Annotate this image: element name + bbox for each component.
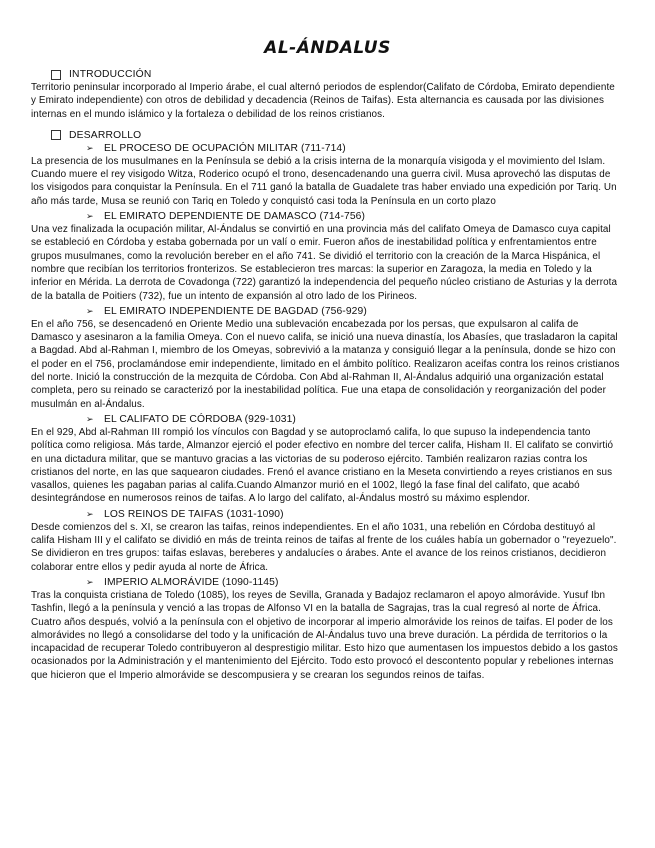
subsection-paragraph-ocupacion: La presencia de los musulmanes en la Península se debió a la crisis interna de la monarquía visigoda y el movimiento del Islam. Cuando muere el rey visigodo Witza, Roderico ocupó el trono, desencadenando una guerra civil. Musa aprovechó las disputas de los visigodos para conquistar la Península. En el 711 ganó la batalla de Guadalete tras haber enviado una expedición por Tariq. Un año más tarde, Musa se reunió con Tariq en Toledo y conquistó casi toda la Península en un corto plazo bbox=[31, 155, 617, 207]
arrow-bullet-icon: ➢ bbox=[86, 142, 94, 153]
subsection-paragraph-emirato-independiente: En el año 756, se desencadenó en Oriente Medio una sublevación encabezada por los persas, que expulsaron al califa de Damasco y asesinaron a la familia Omeya. Con el nuevo califa, se inició una nueva dinastía, los Abasíes, que trasladaron la capital a Bagdad. Abd al-Rahman I, miembro de los Omeyas, sobrevivió a la matanza y consiguió llegar a la península, donde se hizo con el poder en el 756, proclamándose emir independiente, limitado en el ámbito político. Realizaron aceifas contra los reinos cristianos del norte. Inició la construcción de la mezquita de Córdoba. Con Abd al-Rahman II, Al-Ándalus adquirió una organización estatal completa, pero su reinado se caracterizó por la inestabilidad política. Fue una etapa de consolidación y reorganización del poder musulmán en al-Ándalus. bbox=[31, 318, 620, 410]
subsection-heading-label: EL EMIRATO INDEPENDIENTE DE BAGDAD (756-929) bbox=[104, 305, 367, 317]
arrow-bullet-icon: ➢ bbox=[86, 508, 94, 519]
section-heading-label: INTRODUCCIÓN bbox=[69, 69, 152, 80]
subsection-heading-label: EL EMIRATO DEPENDIENTE DE DAMASCO (714-756) bbox=[104, 211, 366, 223]
page-title: AL-ÁNDALUS bbox=[264, 38, 391, 58]
checkbox-icon bbox=[51, 70, 61, 80]
arrow-bullet-icon: ➢ bbox=[86, 413, 94, 424]
subsection-heading-ocupacion bbox=[86, 142, 621, 155]
subsection-heading-label: EL CALIFATO DE CÓRDOBA (929-1031) bbox=[104, 413, 296, 425]
section-heading-desarrollo bbox=[51, 129, 621, 142]
section-heading-label: DESARROLLO bbox=[69, 129, 142, 141]
subsection-paragraph-califato: En el 929, Abd al-Rahman III rompió los vínculos con Bagdad y se autoproclamó califa, lo que supuso la independencia tanto política como religiosa. Más tarde, Almanzor ejerció el poder efectivo en nombre del tercer califa, Hisham II. El califato se convirtió en una dictadura militar, que se mantuvo gracias a las victorias de su poderoso ejército. También realizaron razias contra los cristianos del norte, en las que saquearon ciudades. Frenó el avance cristiano en la Meseta convirtiendo a reyes cristianos en sus vasallos, quienes les pagaban parias al califa.Cuando Almanzor murió en el 1002, llegó la fase final del califato, que acabó desintegrándose en numerosos reinos de taifas. A lo largo del califato, al-Ándalus mostró su máximo esplendor. bbox=[31, 426, 614, 505]
arrow-bullet-icon: ➢ bbox=[86, 305, 94, 316]
arrow-bullet-icon: ➢ bbox=[86, 576, 94, 587]
subsection-heading-label: EL PROCESO DE OCUPACIÓN MILITAR (711-714) bbox=[104, 142, 346, 154]
subsection-heading-emirato-dependiente bbox=[86, 210, 621, 223]
subsection-heading-califato bbox=[86, 413, 621, 426]
subsection-paragraph-emirato-dependiente: Una vez finalizada la ocupación militar, Al-Ándalus se convirtió en una provincia más del califato Omeya de Damasco cuya capital se estableció en Córdoba y estaba gobernada por un valí o emir. Fueron años de inestabilidad política y enfrentamientos entre grupos musulmanes, como la revolución bereber en el año 741. Se dividió el territorio con la creación de la Marca Hispánica, el nombre que recibían los territorios fronterizos. Se establecieron tres marcas: la superior en Zaragoza, la media en Toledo y la inferior en Mérida. La derrota de Covadonga (722) garantizó la independencia del pequeño núcleo cristiano de Asturias y la derrota de la batalla de Poitiers (732), fue un intento de expansión al otro lado de los Pirineos. bbox=[31, 224, 618, 302]
subsection-heading-almoravide bbox=[86, 576, 621, 589]
subsection-paragraph-almoravide: Tras la conquista cristiana de Toledo (1085), los reyes de Sevilla, Granada y Badajoz reclamaron el apoyo almorávide. Yusuf Ibn Tashfin, llegó a la península y venció a las tropas de Alfonso VI en la batalla de Sagrajas, tras la cual regresó al norte de África. Cuatro años después, volvió a la península con el objetivo de incorporar al imperio almorávide los reinos de taifas. El poder de los almorávides no llegó a consolidarse del todo y la unificación de Al-Ándalus tuvo una breve duración. La pérdida de territorios o la incapacidad de recuperar Toledo contribuyeron al desprestigio militar. Esto hizo que aumentasen los impuestos debido a los gastos ocasionados por la Administración y el mantenimiento del Ejército. Todo esto provocó el descontento popular y rebeliones internas que hicieron que el Imperio almorávide se descompusiera y se crearan los segundos reinos de taifas. bbox=[31, 589, 618, 681]
intro-paragraph: Territorio peninsular incorporado al Imperio árabe, el cual alternó periodos de esplendor(Califato de Córdoba, Emirato dependiente y Emirato independiente) con otros de debilidad y decadencia (Reinos de Taifas). Esta alternancia es causada por las divisiones internas en el mundo islámico y la fortaleza o debilidad de los reinos cristianos. bbox=[31, 82, 615, 120]
document-body bbox=[31, 68, 621, 682]
checkbox-icon bbox=[51, 130, 61, 140]
subsection-paragraph-taifas: Desde comienzos del s. XI, se crearon las taifas, reinos independientes. En el año 1031, una rebelión en Córdoba destituyó al califa Hisham III y el califato se dividió en más de treinta reinos de taifas al frente de los cuáles había un gobernador o "reyezuelo". Se dividieron en tres grupos: taifas eslavas, bereberes y andalucíes o árabes. Ante el avance de los reinos cristianos, decidieron colaborar entre ellos y pedir ayuda al norte de África. bbox=[31, 521, 617, 573]
subsection-heading-label: IMPERIO ALMORÁVIDE (1090-1145) bbox=[104, 576, 279, 588]
arrow-bullet-icon: ➢ bbox=[86, 211, 94, 222]
subsection-heading-emirato-independiente bbox=[86, 305, 621, 318]
subsection-heading-taifas bbox=[86, 508, 621, 521]
subsection-heading-label: LOS REINOS DE TAIFAS (1031-1090) bbox=[104, 508, 284, 520]
section-heading-intro bbox=[51, 68, 621, 81]
